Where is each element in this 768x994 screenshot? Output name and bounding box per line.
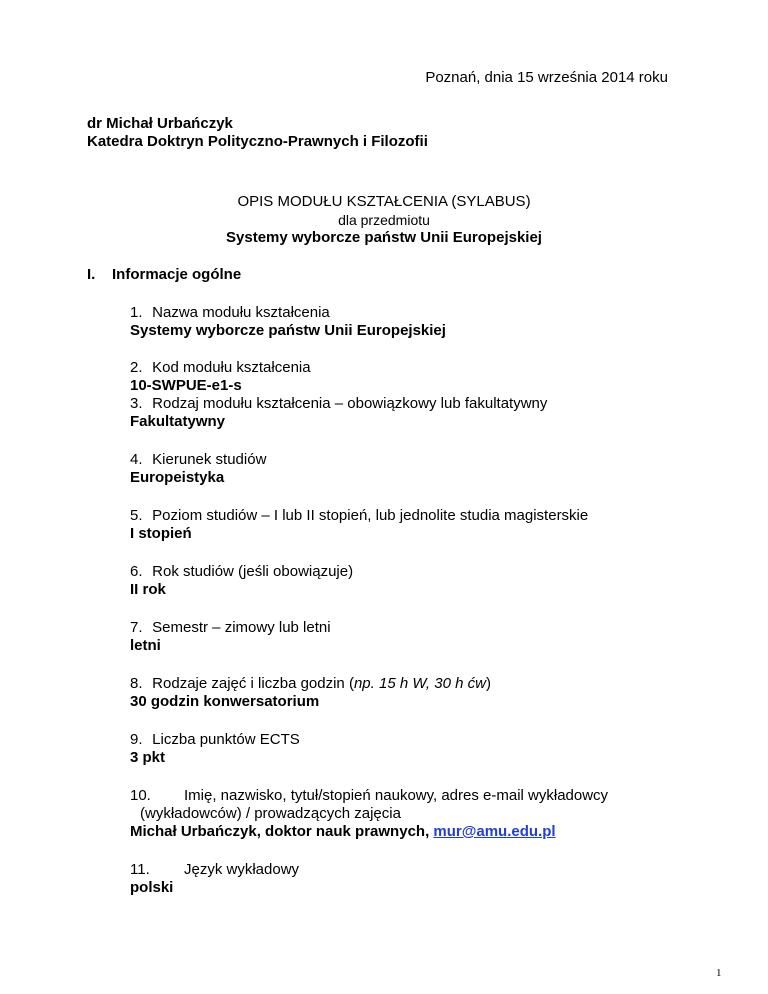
item-value: Michał Urbańczyk, doktor nauk prawnych, mur@amu.edu.pl xyxy=(130,823,556,840)
item-label: Rok studiów (jeśli obowiązuje) xyxy=(152,563,354,580)
list-item: 1. Nazwa modułu kształcenia Systemy wyborcze państw Unii Europejskiej xyxy=(130,304,446,339)
item-value: I stopień xyxy=(130,525,192,542)
item-value: polski xyxy=(130,879,174,896)
course-title: Systemy wyborcze państw Unii Europejskiej xyxy=(226,229,542,246)
item-label: Kierunek studiów xyxy=(152,451,267,468)
item-value: 10-SWPUE-e1-s xyxy=(130,377,242,394)
item-label: Język wykładowy xyxy=(184,861,300,878)
document-date: Poznań, dnia 15 września 2014 roku xyxy=(425,69,668,86)
list-item: 7. Semestr – zimowy lub letni letni xyxy=(130,619,331,654)
item-label: Poziom studiów – I lub II stopień, lub jednolite studia magisterskie xyxy=(152,507,589,524)
item-label: Kod modułu kształcenia xyxy=(152,359,311,376)
list-item: 5. Poziom studiów – I lub II stopień, lub jednolite studia magisterskie I stopień xyxy=(130,507,589,542)
item-value: 30 godzin konwersatorium xyxy=(130,693,320,710)
document-subtitle: dla przedmiotu xyxy=(338,212,430,228)
page-number: 1 xyxy=(716,967,722,979)
item-value: Europeistyka xyxy=(130,469,225,486)
item-label: Semestr – zimowy lub letni xyxy=(152,619,331,636)
list-item: 8. Rodzaje zajęć i liczba godzin (np. 15 h W, 30 h ćw) 30 godzin konwersatorium xyxy=(130,675,491,710)
item-label: Rodzaj modułu kształcenia – obowiązkowy lub fakultatywny xyxy=(152,395,548,412)
section-title: Informacje ogólne xyxy=(112,266,242,283)
document-title: OPIS MODUŁU KSZTAŁCENIA (SYLABUS) xyxy=(237,193,531,210)
list-item: 2. Kod modułu kształcenia 10-SWPUE-e1-s xyxy=(130,359,311,394)
author-name: dr Michał Urbańczyk xyxy=(87,115,233,132)
list-item: 10. Imię, nazwisko, tytuł/stopień naukowy, adres e-mail wykładowcy (wykładowców) / prowadzących zajęcia Michał Urbańczyk, doktor nauk prawnych, mur@amu.edu.pl xyxy=(130,787,609,840)
item-value: 3 pkt xyxy=(130,749,166,766)
list-item: 11. Język wykładowy polski xyxy=(130,861,300,896)
section-heading xyxy=(87,266,241,284)
department-name: Katedra Doktryn Polityczno-Prawnych i Filozofii xyxy=(87,133,428,150)
item-label-continuation: (wykładowców) / prowadzących zajęcia xyxy=(140,805,401,822)
author-block xyxy=(87,115,428,151)
email-link[interactable]: mur@amu.edu.pl xyxy=(433,823,556,840)
list-item: 9. Liczba punktów ECTS 3 pkt xyxy=(130,731,300,766)
list-item: 3. Rodzaj modułu kształcenia – obowiązkowy lub fakultatywny Fakultatywny xyxy=(130,395,548,430)
list-item: 6. Rok studiów (jeśli obowiązuje) II rok xyxy=(130,563,354,598)
item-label: Nazwa modułu kształcenia xyxy=(152,304,330,321)
item-label: Liczba punktów ECTS xyxy=(152,731,300,748)
item-value: Fakultatywny xyxy=(130,413,226,430)
list-item: 4. Kierunek studiów Europeistyka xyxy=(130,451,267,486)
item-label: Imię, nazwisko, tytuł/stopień naukowy, adres e-mail wykładowcy xyxy=(184,787,609,804)
section-number: I. xyxy=(87,266,96,283)
item-value: letni xyxy=(130,637,161,654)
item-label: Rodzaje zajęć i liczba godzin (np. 15 h W, 30 h ćw) xyxy=(152,675,491,692)
item-value: II rok xyxy=(130,581,166,598)
item-value: Systemy wyborcze państw Unii Europejskiej xyxy=(130,322,446,339)
